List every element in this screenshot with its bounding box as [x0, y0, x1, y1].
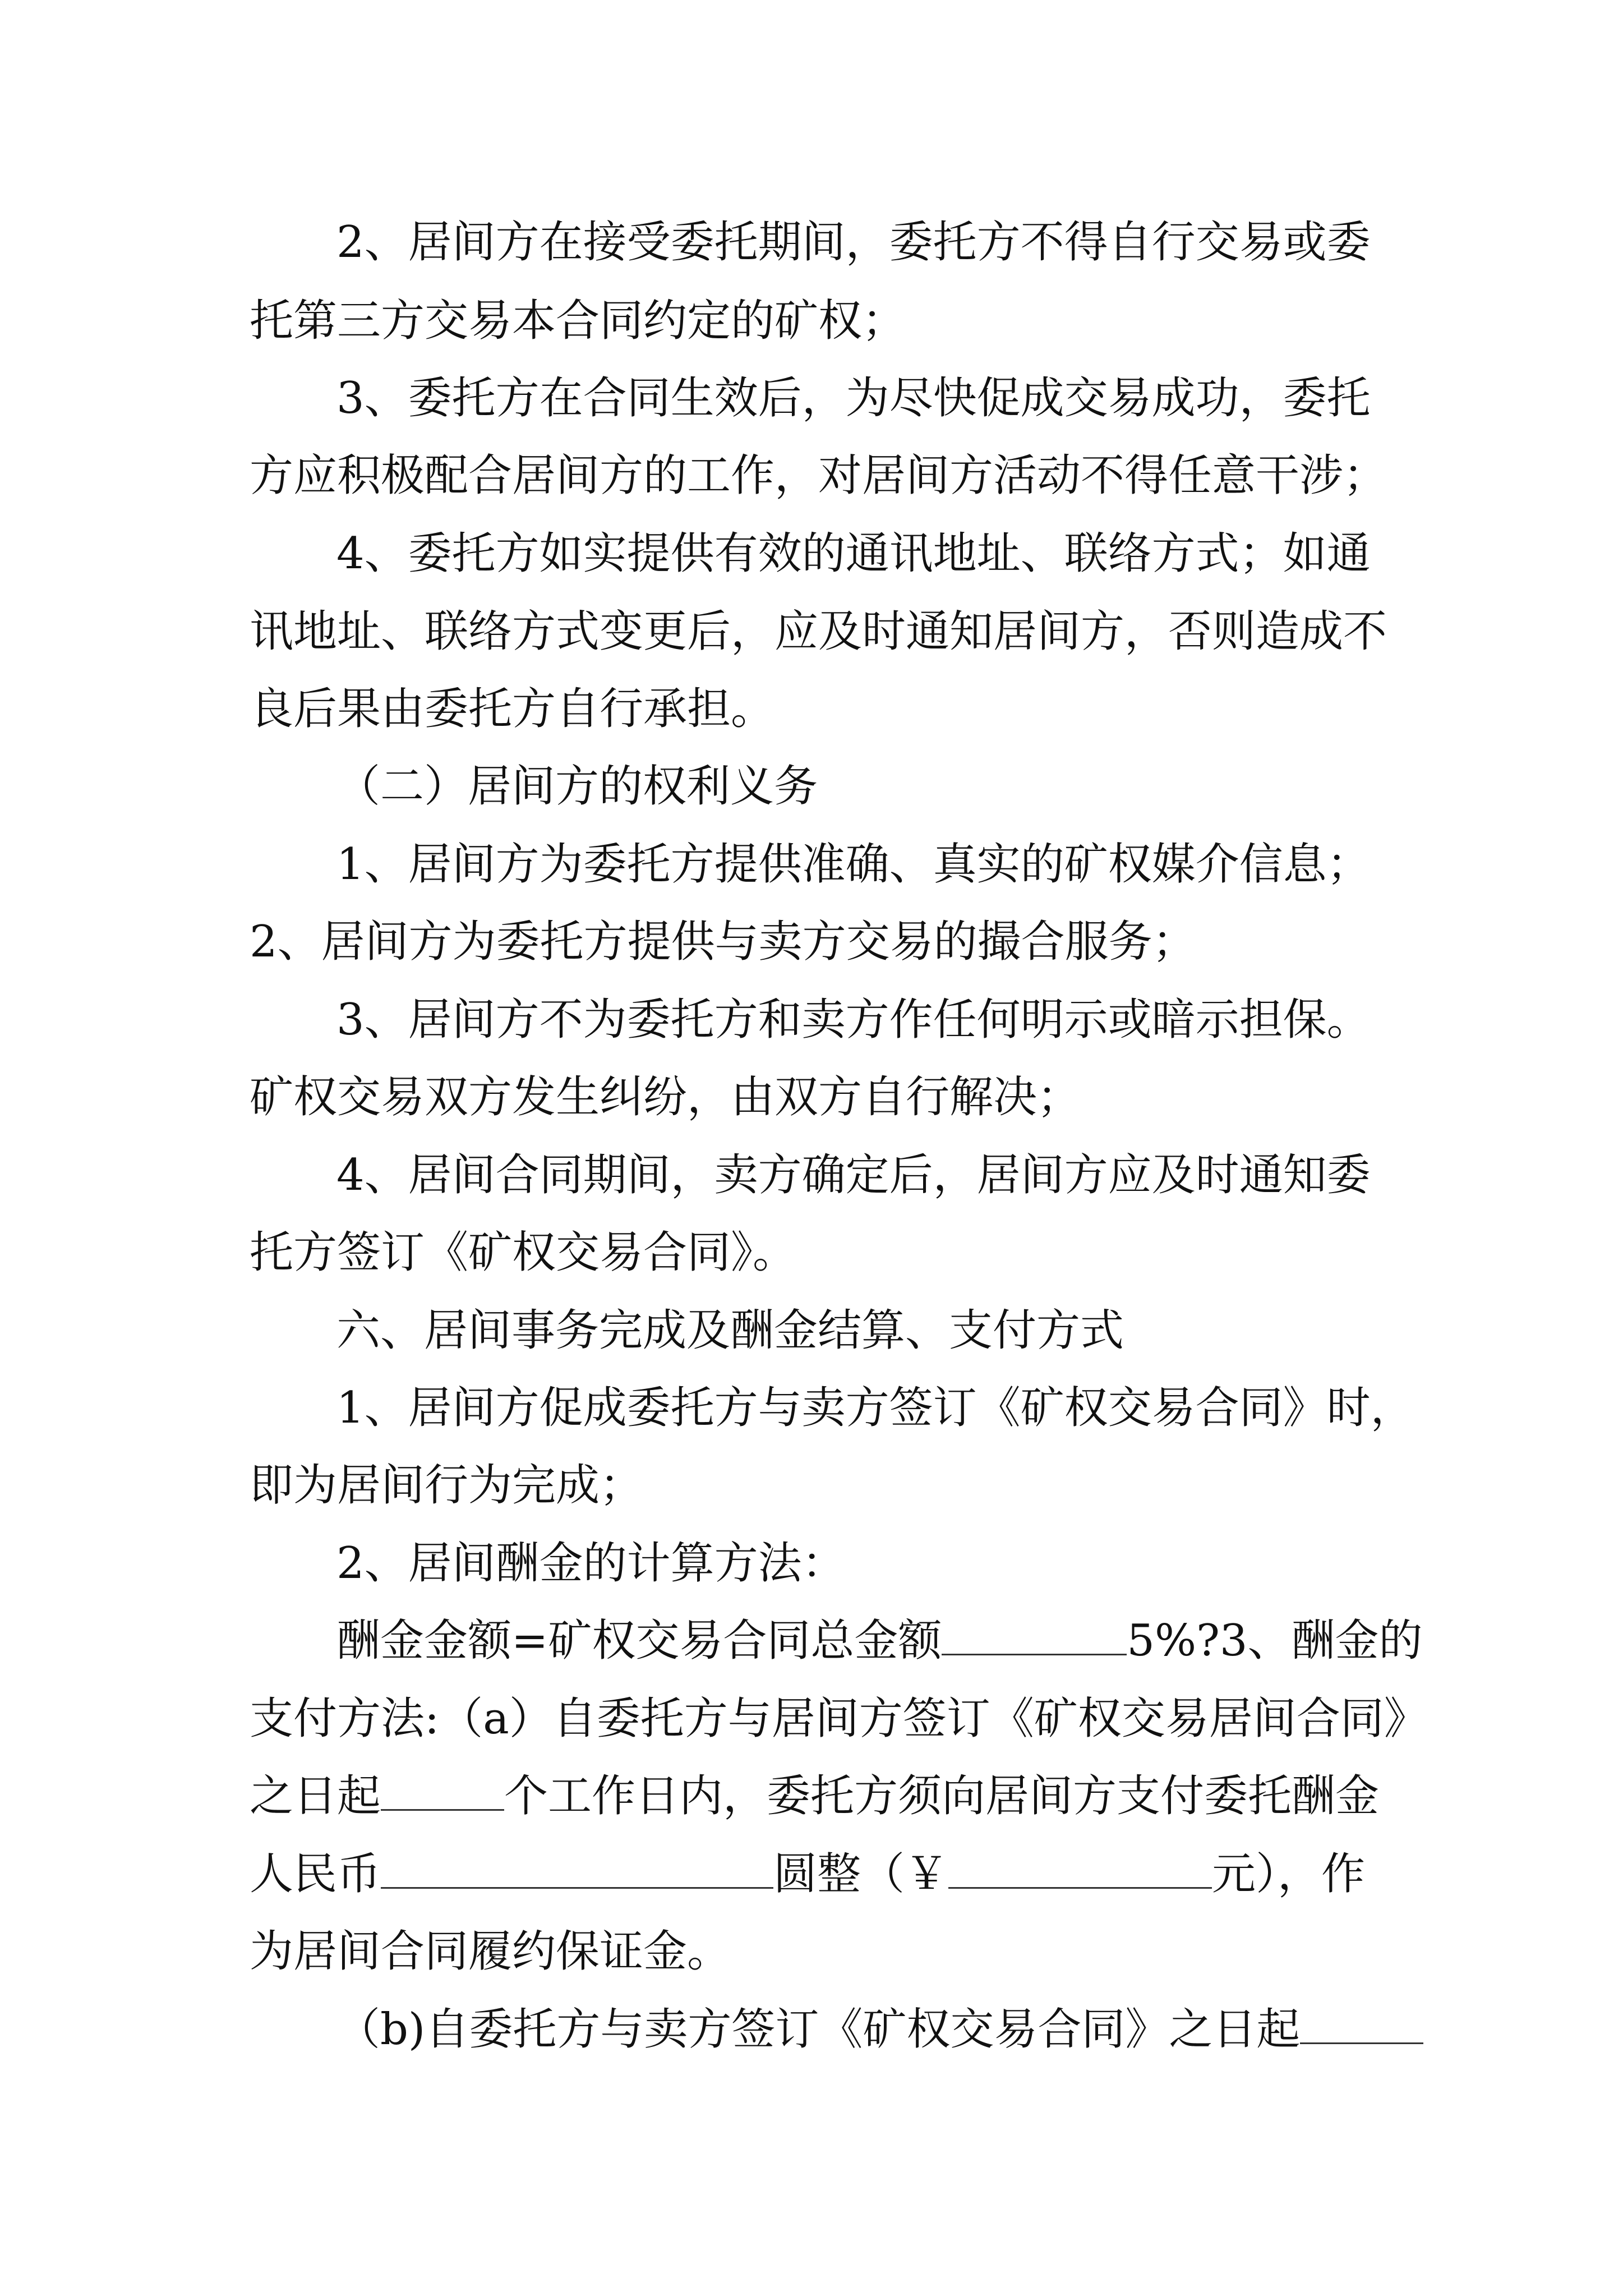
paragraph-line: 2、居间方在接受委托期间，委托方不得自行交易或委 — [336, 217, 1371, 268]
days-line-prefix: 之日起 — [250, 1771, 381, 1821]
rmb-suffix: 元），作 — [1212, 1849, 1366, 1899]
section-heading: （二）居间方的权利义务 — [336, 761, 818, 812]
paragraph-line: 4、居间合同期间，卖方确定后，居间方应及时通知委 — [336, 1150, 1371, 1200]
paragraph-line: 托方签订《矿权交易合同》。 — [250, 1227, 797, 1278]
clause-b-text: （b)自委托方与卖方签订《矿权交易合同》之日起 — [336, 2004, 1301, 2055]
clause-b-days-blank — [1300, 2007, 1423, 2044]
fee-formula-text: 酬金金额=矿权交易合同总金额 — [336, 1616, 942, 1666]
rmb-words-blank — [381, 1851, 773, 1889]
paragraph-line: 支付方法:（a）自委托方与居间方签订《矿权交易居间合同》 — [250, 1694, 1428, 1744]
paragraph-line: 良后果由委托方自行承担。 — [250, 684, 775, 734]
paragraph-line: 矿权交易双方发生纠纷，由双方自行解决； — [250, 1072, 1081, 1122]
clause-b-line — [336, 2001, 1423, 2058]
paragraph-line: 1、居间方促成委托方与卖方签订《矿权交易合同》时， — [336, 1383, 1414, 1433]
rmb-middle: 圆整（￥ — [773, 1849, 949, 1899]
working-days-blank — [381, 1773, 504, 1811]
rmb-number-blank — [948, 1851, 1212, 1889]
rmb-prefix: 人民币 — [250, 1849, 381, 1899]
paragraph-line: 2、居间酬金的计算方法： — [336, 1538, 846, 1589]
paragraph-line: 3、委托方在合同生效后，为尽快促成交易成功，委托 — [336, 373, 1371, 424]
paragraph-line: 3、居间方不为委托方和卖方作任何明示或暗示担保。 — [336, 995, 1371, 1045]
fee-rate-blank — [942, 1618, 1127, 1655]
paragraph-line: 即为居间行为完成； — [250, 1460, 644, 1511]
rmb-amount-line — [250, 1846, 1365, 1902]
paragraph-line: 讯地址、联络方式变更后，应及时通知居间方，否则造成不 — [250, 606, 1387, 657]
days-line-suffix: 个工作日内，委托方须向居间方支付委托酬金 — [504, 1771, 1380, 1821]
fee-formula-suffix: 5%?3、酬金的 — [1127, 1616, 1423, 1666]
paragraph-line: 4、委托方如实提供有效的通讯地址、联络方式；如通 — [336, 528, 1371, 579]
paragraph-line: 2、居间方为委托方提供与卖方交易的撮合服务； — [250, 917, 1196, 967]
paragraph-line: 1、居间方为委托方提供准确、真实的矿权媒介信息； — [336, 839, 1371, 890]
paragraph-line: 托第三方交易本合同约定的矿权； — [250, 296, 906, 346]
section-heading: 六、居间事务完成及酬金结算、支付方式 — [336, 1305, 1124, 1356]
days-line — [250, 1768, 1379, 1824]
paragraph-line: 方应积极配合居间方的工作，对居间方活动不得任意干涉； — [250, 450, 1387, 501]
fee-formula-line — [336, 1613, 1423, 1669]
paragraph-line: 为居间合同履约保证金。 — [250, 1926, 731, 1977]
